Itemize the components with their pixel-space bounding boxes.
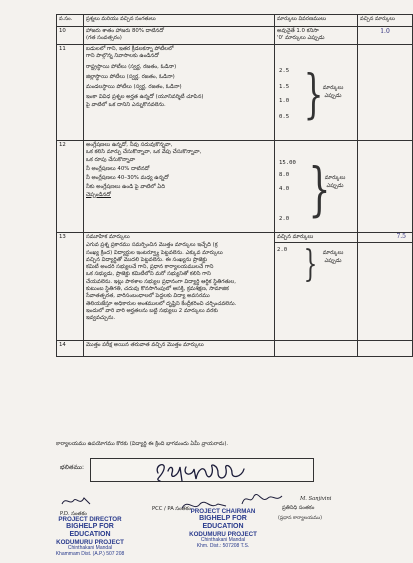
marks-value: 0.5 xyxy=(279,114,290,120)
table-row xyxy=(57,141,413,233)
right-brace-icon: } xyxy=(303,65,324,125)
signatory-name: M. Sanjivini xyxy=(300,496,332,502)
marks-cell xyxy=(275,45,358,141)
signatory-role: PCC / PA సంతకం xyxy=(152,506,192,512)
obtained-value: 1.0 xyxy=(380,28,390,35)
marks-value: 2.5 xyxy=(279,68,290,74)
serial-cell: 10 xyxy=(57,27,84,45)
table-row xyxy=(57,233,413,341)
description-line: హాజరు శాతం హాజరు 80% దాటినదో xyxy=(86,28,164,34)
description-line: సంఖ్య క్రింద) విద్యార్థుల ఇంటర్వ్యూ పెట్టవలెను. ఎక్కువ మార్కులు xyxy=(86,249,223,256)
obtained-cell xyxy=(358,233,413,341)
serial-cell: 14 xyxy=(57,341,84,357)
signature-scribble-icon xyxy=(60,494,100,508)
description-line: (గత సంవత్సరం) xyxy=(86,35,122,42)
stamp-line: Khm. Dist.: 507208 T.S. xyxy=(196,543,250,550)
marks-value: 8.0 xyxy=(279,172,290,178)
description-line: చేయవలెను. ఇట్లు పాఠశాల సభ్యుల ప్రధానంగా విద్యార్థి ఆర్థిక స్థితిగతుల, xyxy=(86,278,236,285)
serial-cell: 13 xyxy=(57,233,84,341)
stamp-line: BIGHELP FOR EDUCATION xyxy=(199,515,247,531)
description-line: ఎగువ ప్రశ్న ప్రకారము సమర్పించిన మొత్తం మార్కులు ఇచ్చేది (క్ర xyxy=(86,242,218,249)
selected-handwriting xyxy=(152,455,252,485)
marks-cell xyxy=(275,233,358,341)
description-line: కమిటీ అందరి సభ్యులచే గాని, ప్రధాన కార్యాలయములచే గాని xyxy=(86,264,214,271)
description-line: రాష్ట్రస్థాయి పోటీలు (స్వర్ణ, రజతం, ఓడినా) xyxy=(86,63,177,70)
marks-value: 4.0 xyxy=(279,186,290,192)
marks-cell xyxy=(275,27,358,45)
description-line: నీకు అంగ్లేషణలు ఉండి పై వాటిలో ఏది xyxy=(86,184,166,191)
stamp-line: KODUMURU PROJECT xyxy=(56,539,124,547)
table-row xyxy=(57,27,413,45)
description-line: ఇందులో వారి వారి అర్హతలను బట్టి సభ్యులు 2 మార్కులు వరకు xyxy=(86,307,218,314)
description-cell xyxy=(84,45,275,141)
marks-label: మార్కులు xyxy=(324,175,346,181)
header-marks-obtained: వచ్చిన మార్కులు xyxy=(358,15,413,27)
description-line: అంగ్లేషణలు ఉన్నదో, నీవు సదువుకొన్నవా, xyxy=(86,142,173,148)
header-marks-details: మార్కులు వివరణములు xyxy=(275,15,358,27)
obtained-cell xyxy=(358,45,413,141)
description-line: బడులలో గాని, ఇతర క్రీడలకన్నా పోటీలలో xyxy=(86,46,174,52)
description-line: సేవాతత్పరత, వారిసంబంధాలలో పెద్దలకు విద్యా అవసరము xyxy=(86,293,210,300)
marks-line: అవునైతే 1.0 కనిసా xyxy=(277,28,319,34)
marks-label: ఎప్పుడు xyxy=(324,258,342,265)
marks-value: 1.5 xyxy=(279,84,290,90)
right-brace-icon: } xyxy=(303,244,318,285)
description-cell xyxy=(84,341,275,357)
marks-value: 15.00 xyxy=(279,160,296,166)
description-cell xyxy=(84,27,275,45)
marks-value: 2.0 xyxy=(279,216,290,222)
description-line: ఇంకా వివిధ ప్రశ్నల అర్హత ఉన్నదో (యూనివర్శిటీ చూపిన) xyxy=(86,94,204,101)
description-line: మండలస్థాయి పోటీలు (స్వర్ణ, రజతం, ఓడినా) xyxy=(86,84,182,91)
obtained-cell xyxy=(358,341,413,357)
description-line: మొత్తం పరీక్ష అయిన తరువాత వచ్చిన మొత్తం మార్కులు xyxy=(86,342,204,348)
stamp-line: BIGHELP FOR EDUCATION xyxy=(66,523,114,539)
obtained-cell xyxy=(358,141,413,233)
signatory-role: P.D. సంతకం xyxy=(60,511,87,517)
header-description: ప్రశ్నలు మరియు వచ్చిన సంగతులు xyxy=(84,15,275,27)
marks-cell xyxy=(275,341,358,357)
evaluation-table xyxy=(56,14,413,357)
marks-line: '0' మార్కులు ఎప్పుడు xyxy=(277,35,325,42)
table-header-row xyxy=(57,15,413,27)
marks-value: 2.0 xyxy=(277,247,288,253)
right-brace-icon: } xyxy=(308,155,331,223)
description-line: గాని పాల్గొన్న నివాసాలకు ఉండినదో xyxy=(86,53,159,60)
description-line: ఒక రూపు చేసుకొన్నావా xyxy=(86,156,136,163)
head-office-label: (ప్రధాన కార్యాలయము) xyxy=(278,516,323,521)
description-line: ఒక కలిసి మార్పు చేసుకొన్నావా, ఒక వేపు చేసుకొన్నావా, xyxy=(86,149,202,156)
description-cell xyxy=(84,233,275,341)
stamp-line: Chinthakani Mandal xyxy=(67,545,113,552)
description-line: తెలియజేస్తూ అధికారుల అంశములలో దృష్టిని కేంద్రీకరించి చర్చించవలెను. xyxy=(86,300,237,307)
stamp-line: Khammam Dist. (A.P.) 507 208 xyxy=(55,551,125,558)
description-cell xyxy=(84,141,275,233)
description-title: సమూహిక మార్కులు xyxy=(86,234,130,240)
description-line: చెప్పండినదో xyxy=(86,191,111,198)
signatory-subtitle: ప్రతినిధి సంతకం xyxy=(282,505,315,511)
project-chairman-stamp xyxy=(178,508,268,550)
stamp-line: KODUMURU PROJECT xyxy=(189,531,257,539)
table-row xyxy=(57,341,413,357)
description-line: కుటుంబ స్థితిగతి, చదువు కొనసాగింపులో ఆసక్తి, క్రమశిక్షణ, సామాజిక xyxy=(86,286,229,293)
marks-label: ఎప్పుడు xyxy=(324,93,342,100)
office-use-note: కార్యాలయము ఉపయోగము కొరకు (విద్యార్థి ఈ క్రింది భాగమందు ఏమీ వ్రాయరాదు). xyxy=(56,441,229,447)
description-line: జిల్లాస్థాయి పోటీలు (స్వర్ణ, రజతం, ఓడినా) xyxy=(86,73,175,80)
header-serial: వ.సం. xyxy=(57,15,84,27)
marks-cell xyxy=(275,141,358,233)
serial-cell: 12 xyxy=(57,141,84,233)
marks-label: మార్కులు xyxy=(322,250,344,256)
marks-subheader: వచ్చిన మార్కులు xyxy=(275,233,357,243)
project-director-stamp xyxy=(46,516,134,558)
marks-label: ఎప్పుడు xyxy=(326,183,344,190)
stamp-line: PROJECT DIRECTOR xyxy=(58,516,122,523)
stamp-line: Chinthakani Mandal xyxy=(200,537,246,544)
obtained-value: 7.5 xyxy=(396,233,406,240)
description-line: నీ అంగ్లేషణలు 40% దాటినదో xyxy=(86,165,150,172)
obtained-cell xyxy=(358,27,413,45)
result-label: భలితము: xyxy=(60,464,85,471)
stamp-line: PROJECT CHAIRMAN xyxy=(190,508,256,515)
serial-cell: 11 xyxy=(57,45,84,141)
description-line: పై వాటిలో ఒక దానిని ఎన్నుకొనవలెను. xyxy=(86,101,166,108)
description-line: నీ అంగ్లేషణలు 40–30% మధ్య ఉన్నదో xyxy=(86,175,169,182)
marks-value: 1.0 xyxy=(279,98,290,104)
description-line: వచ్చిన విద్యార్థితో మొదలి పెట్టవలెను. ఈ సంఖ్యను ప్రాజెక్టు xyxy=(86,256,208,263)
description-line: ఒక సభ్యుడు, ప్రాజెక్టు కమిటీలోని మరో సభ్యునితో కలిసి గాని xyxy=(86,271,211,278)
description-line: ఇవ్వవచ్చును. xyxy=(86,315,116,322)
table-row xyxy=(57,45,413,141)
marks-label: మార్కులు xyxy=(322,85,344,91)
